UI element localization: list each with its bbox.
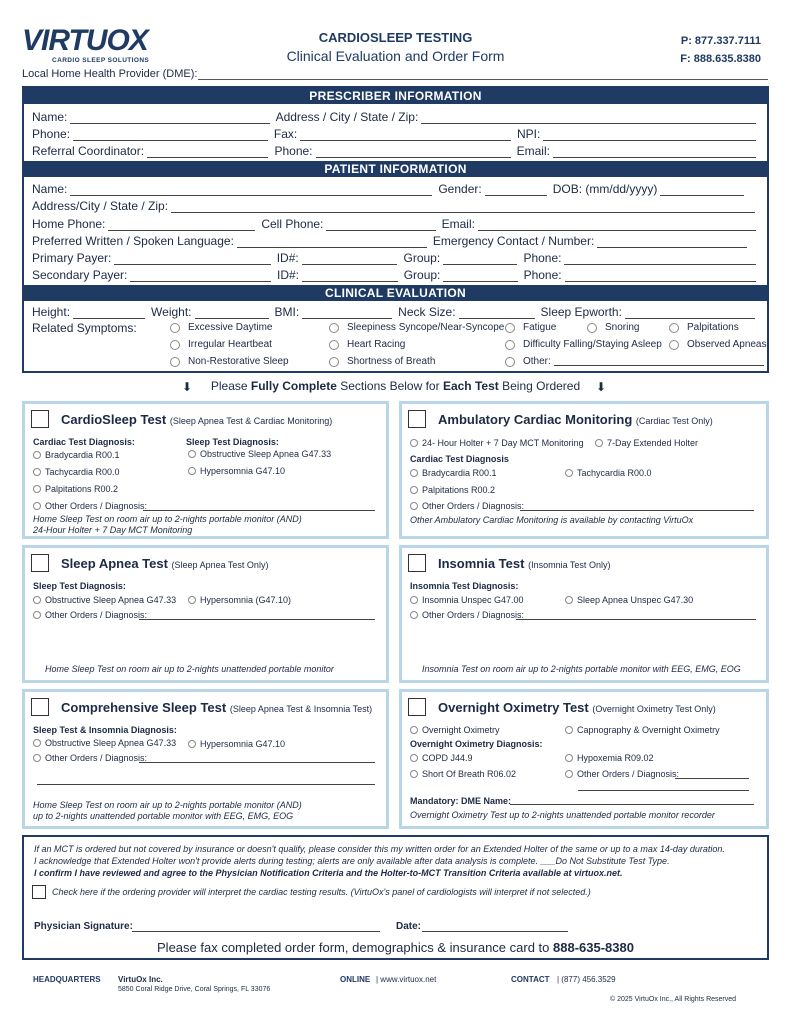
gender-field[interactable] xyxy=(485,186,547,196)
language-field[interactable] xyxy=(237,238,427,248)
sa-note: Home Sleep Test on room air up to 2-nights unattended portable monitor xyxy=(45,664,334,674)
cardiac-diagnosis-label: Cardiac Test Diagnosis: xyxy=(33,437,135,447)
comprehensive-title: Comprehensive Sleep Test (Sleep Apnea Test & Insomnia Test) xyxy=(61,700,373,715)
form-title: CARDIOSLEEP TESTING xyxy=(318,30,473,45)
sleepapnea-card xyxy=(22,545,389,683)
insomnia-card xyxy=(399,545,769,683)
prescriber-phone-field[interactable] xyxy=(73,131,268,141)
radio-icon[interactable] xyxy=(170,340,180,350)
symptom-option[interactable]: Non-Restorative Sleep xyxy=(170,356,289,367)
prescriber-row-3 xyxy=(32,142,762,158)
height-label: Height: xyxy=(32,305,71,319)
footer-phone: | (877) 456.3529 xyxy=(557,975,616,984)
cs-palp-option[interactable]: Palpitations R00.2 xyxy=(33,484,118,494)
primary-payer-label: Primary Payer: xyxy=(32,251,112,265)
cs-hyper-option[interactable]: Hypersomnia G47.10 xyxy=(188,466,285,476)
radio-icon[interactable] xyxy=(565,770,573,778)
logo-word: VIRTUOX xyxy=(22,24,148,57)
comp-osa-option[interactable]: Obstructive Sleep Apnea G47.33 xyxy=(33,738,176,748)
amb-other-field[interactable] xyxy=(520,510,754,511)
ox-hypox-option[interactable]: Hypoxemia R09.02 xyxy=(565,753,654,763)
radio-icon[interactable] xyxy=(33,468,41,476)
radio-icon[interactable] xyxy=(329,323,339,333)
secondary-id-label: ID#: xyxy=(276,268,299,282)
emergency-field[interactable] xyxy=(597,238,747,248)
interpret-checkbox[interactable] xyxy=(32,885,46,899)
fax-instruction: Please fax completed order form, demographics & insurance card to 888-635-8380 xyxy=(157,940,634,955)
radio-icon[interactable] xyxy=(505,340,515,350)
date-label: Date: xyxy=(396,921,422,932)
radio-icon[interactable] xyxy=(170,357,180,367)
cell-phone-field[interactable] xyxy=(326,221,435,231)
dob-label: DOB: (mm/dd/yyyy) xyxy=(552,182,658,196)
ox-sob-option[interactable]: Short Of Breath R06.02 xyxy=(410,769,516,779)
referral-field[interactable] xyxy=(147,148,268,158)
cs-osa-option[interactable]: Obstructive Sleep Apnea G47.33 xyxy=(188,449,331,459)
symptom-other-field[interactable] xyxy=(554,357,764,366)
radio-icon[interactable] xyxy=(669,323,679,333)
comp-diagnosis-label: Sleep Test & Insomnia Diagnosis: xyxy=(33,725,177,735)
ox-other-field[interactable] xyxy=(675,778,749,779)
amb-other-option[interactable]: Other Orders / Diagnosis: xyxy=(410,501,524,511)
patient-row-2 xyxy=(32,197,762,213)
amb-note: Other Ambulatory Cardiac Monitoring is available by contacting VirtuOx xyxy=(410,515,694,525)
symptom-option[interactable]: Irregular Heartbeat xyxy=(170,339,272,350)
amb-holter24-option[interactable]: 24- Hour Holter + 7 Day MCT Monitoring xyxy=(410,438,584,448)
radio-icon[interactable] xyxy=(565,469,573,477)
ox-note: Overnight Oximetry Test up to 2-nights unattended portable monitor recorder xyxy=(410,810,715,820)
radio-icon[interactable] xyxy=(565,596,573,604)
prescriber-name-label: Name: xyxy=(32,110,68,124)
radio-icon[interactable] xyxy=(33,596,41,604)
patient-email-field[interactable] xyxy=(478,221,756,231)
footer-address: 5850 Coral Ridge Drive, Coral Springs, FL 33076 xyxy=(118,986,271,993)
dme-label: Local Home Health Provider (DME): xyxy=(22,68,198,80)
radio-icon[interactable] xyxy=(565,726,573,734)
cell-phone-label: Cell Phone: xyxy=(261,217,324,231)
radio-icon[interactable] xyxy=(505,323,515,333)
epworth-label: Sleep Epworth: xyxy=(540,305,622,319)
secondary-group-label: Group: xyxy=(403,268,441,282)
ox-copd-option[interactable]: COPD J44.9 xyxy=(410,753,473,763)
patient-address-label: Address/City / State / Zip: xyxy=(32,199,169,213)
primary-phone-field[interactable] xyxy=(564,255,756,265)
referral-label: Referral Coordinator: xyxy=(32,144,145,158)
comp-note: Home Sleep Test on room air up to 2-nights portable monitor (AND) up to 2-nights unattended portable monitor with EEG, EMG, EOG xyxy=(33,800,302,821)
radio-icon[interactable] xyxy=(410,726,418,734)
radio-icon[interactable] xyxy=(595,439,603,447)
radio-icon[interactable] xyxy=(410,770,418,778)
comprehensive-card xyxy=(22,689,389,829)
down-arrow-icon: ⬇ xyxy=(596,380,607,394)
fax-number: F: 888.635.8380 xyxy=(680,53,761,65)
ins-diagnosis-label: Insomnia Test Diagnosis: xyxy=(410,581,519,591)
ox-capnography-option[interactable]: Capnography & Overnight Oximetry xyxy=(565,725,720,735)
holter-disclaimer: I acknowledge that Extended Holter won't provide alerts during testing; alerts are only available after data analysis is complete. ___Do Not Substitute Test Type. xyxy=(34,856,670,866)
weight-field[interactable] xyxy=(195,309,269,319)
cs-other-field[interactable] xyxy=(143,510,375,511)
patient-row-5 xyxy=(32,249,762,265)
patient-row-4 xyxy=(32,232,762,248)
home-phone-field[interactable] xyxy=(108,221,255,231)
secondary-payer-field[interactable] xyxy=(130,272,271,282)
comprehensive-checkbox[interactable] xyxy=(31,698,49,716)
neck-label: Neck Size: xyxy=(398,305,456,319)
language-label: Preferred Written / Spoken Language: xyxy=(32,234,234,248)
insomnia-checkbox[interactable] xyxy=(408,554,426,572)
logo-sub: CARDIO SLEEP SOLUTIONS xyxy=(52,57,150,64)
symptom-option[interactable]: Sleepiness Syncope/Near-Syncope xyxy=(329,322,504,333)
phone-number: P: 877.337.7111 xyxy=(680,35,761,47)
patient-name-label: Name: xyxy=(32,182,68,196)
footer-online-label: ONLINE xyxy=(340,975,371,984)
comp-hyper-option[interactable]: Hypersomnia G47.10 xyxy=(188,739,285,749)
primary-phone-label: Phone: xyxy=(523,251,562,265)
symptom-option[interactable]: Shortness of Breath xyxy=(329,356,435,367)
prescriber-row-2 xyxy=(32,125,762,141)
height-field[interactable] xyxy=(73,309,145,319)
patient-address-field[interactable] xyxy=(171,203,755,213)
insomnia-title: Insomnia Test (Insomnia Test Only) xyxy=(438,556,611,571)
amb-cardiac-label: Cardiac Test Diagnosis xyxy=(410,454,509,464)
footer-hq-label: HEADQUARTERS xyxy=(33,975,101,984)
radio-icon[interactable] xyxy=(410,596,418,604)
contact-numbers xyxy=(680,32,761,68)
signature-label: Physician Signature: xyxy=(34,921,133,932)
patient-email-label: Email: xyxy=(441,217,475,231)
radio-icon[interactable] xyxy=(410,754,418,762)
prescriber-bar: PRESCRIBER INFORMATION xyxy=(24,88,767,104)
clinical-row-1 xyxy=(32,303,762,319)
symptom-option[interactable]: Snoring xyxy=(587,322,639,333)
symptom-option[interactable]: Fatigue xyxy=(505,322,556,333)
mct-disclaimer: If an MCT is ordered but not covered by insurance or doesn't qualify, please consider this my written order for an Extended Holter of the same or up to a max 14-day duration. xyxy=(34,844,725,854)
ins-note: Insomnia Test on room air up to 2-nights portable monitor with EEG, EMG, EOG xyxy=(422,664,741,674)
cs-other-option[interactable]: Other Orders / Diagnosis: xyxy=(33,501,147,511)
ox-dme-label: Mandatory: DME Name: xyxy=(410,796,512,806)
sa-other-option[interactable]: Other Orders / Diagnosis: xyxy=(33,610,147,620)
radio-icon[interactable] xyxy=(33,485,41,493)
footer-company: VirtuOx Inc. xyxy=(118,975,163,984)
symptom-option[interactable]: Excessive Daytime xyxy=(170,322,272,333)
interpret-text: Check here if the ordering provider will interpret the cardiac testing results. (VirtuOx's panel of cardiologists will interpret if not selected.) xyxy=(52,887,591,897)
cardiosleep-checkbox[interactable] xyxy=(31,410,49,428)
symptom-option[interactable]: Difficulty Falling/Staying Asleep xyxy=(505,339,662,350)
radio-icon[interactable] xyxy=(33,754,41,762)
prescriber-phone-label: Phone: xyxy=(32,127,71,141)
footer-website[interactable]: | www.virtuox.net xyxy=(376,975,437,984)
ins-other-option[interactable]: Other Orders / Diagnosis: xyxy=(410,610,524,620)
radio-icon[interactable] xyxy=(329,340,339,350)
secondary-phone-label: Phone: xyxy=(523,268,562,282)
radio-icon[interactable] xyxy=(170,323,180,333)
neck-field[interactable] xyxy=(459,309,535,319)
patient-row-6 xyxy=(32,266,762,282)
symptom-option[interactable]: Palpitations xyxy=(669,322,739,333)
bmi-field[interactable] xyxy=(302,309,392,319)
radio-icon[interactable] xyxy=(410,611,418,619)
radio-icon[interactable] xyxy=(410,502,418,510)
radio-icon[interactable] xyxy=(33,502,41,510)
footer-contact-label: CONTACT xyxy=(511,975,550,984)
patient-name-field[interactable] xyxy=(70,186,432,196)
amb-palp-option[interactable]: Palpitations R00.2 xyxy=(410,485,495,495)
signature-field[interactable] xyxy=(132,931,380,932)
oximetry-checkbox[interactable] xyxy=(408,698,426,716)
criteria-disclaimer: I confirm I have reviewed and agree to the Physician Notification Criteria and the Holter-to-MCT Transition Criteria available at virtuox.net. xyxy=(34,868,623,878)
instruction-text: Please Fully Complete Sections Below for Each Test Being Ordered xyxy=(210,379,581,393)
prescriber-fax-field[interactable] xyxy=(300,131,511,141)
gender-label: Gender: xyxy=(438,182,482,196)
weight-label: Weight: xyxy=(151,305,192,319)
oximetry-title: Overnight Oximetry Test (Overnight Oximetry Test Only) xyxy=(438,700,716,715)
form-subtitle: Clinical Evaluation and Order Form xyxy=(286,48,505,64)
referral-phone-field[interactable] xyxy=(316,148,511,158)
referral-email-label: Email: xyxy=(516,144,550,158)
secondary-phone-field[interactable] xyxy=(565,272,756,282)
dme-field[interactable] xyxy=(198,79,768,80)
radio-icon[interactable] xyxy=(33,611,41,619)
ins-other-field[interactable] xyxy=(516,619,756,620)
referral-email-field[interactable] xyxy=(553,148,756,158)
sleepapnea-checkbox[interactable] xyxy=(31,554,49,572)
ox-dme-field[interactable] xyxy=(510,804,754,805)
down-arrow-icon: ⬇ xyxy=(182,380,193,394)
date-field[interactable] xyxy=(422,931,568,932)
sa-hyper-option[interactable]: Hypersomnia (G47.10) xyxy=(188,595,291,605)
radio-icon[interactable] xyxy=(505,357,515,367)
radio-icon[interactable] xyxy=(33,739,41,747)
prescriber-npi-label: NPI: xyxy=(516,127,541,141)
referral-phone-label: Phone: xyxy=(274,144,313,158)
primary-group-label: Group: xyxy=(403,251,441,265)
primary-id-field[interactable] xyxy=(302,255,398,265)
amb-brady-option[interactable]: Bradycardia R00.1 xyxy=(410,468,497,478)
symptom-option[interactable]: Observed Apneas xyxy=(669,339,767,350)
radio-icon[interactable] xyxy=(188,596,196,604)
prescriber-fax-label: Fax: xyxy=(273,127,298,141)
primary-payer-field[interactable] xyxy=(114,255,270,265)
comp-other-field-2[interactable] xyxy=(37,784,375,785)
radio-icon[interactable] xyxy=(188,740,196,748)
ox-other-option[interactable]: Other Orders / Diagnosis: xyxy=(565,769,679,779)
emergency-label: Emergency Contact / Number: xyxy=(432,234,595,248)
radio-icon[interactable] xyxy=(410,486,418,494)
prescriber-row-1 xyxy=(32,108,762,124)
bmi-label: BMI: xyxy=(274,305,300,319)
oximetry-card xyxy=(399,689,769,829)
secondary-id-field[interactable] xyxy=(302,272,398,282)
radio-icon[interactable] xyxy=(410,439,418,447)
comp-other-field[interactable] xyxy=(139,762,375,763)
ox-other-field-2[interactable] xyxy=(578,790,749,791)
radio-icon[interactable] xyxy=(188,450,196,458)
sa-osa-option[interactable]: Obstructive Sleep Apnea G47.33 xyxy=(33,595,176,605)
ins-unspec-option[interactable]: Insomnia Unspec G47.00 xyxy=(410,595,524,605)
radio-icon[interactable] xyxy=(33,451,41,459)
ambulatory-card xyxy=(399,401,769,539)
ambulatory-title: Ambulatory Cardiac Monitoring (Cardiac Test Only) xyxy=(438,412,713,427)
prescriber-npi-field[interactable] xyxy=(543,131,756,141)
attestation-box xyxy=(22,835,769,960)
comp-other-option[interactable]: Other Orders / Diagnosis: xyxy=(33,753,147,763)
dob-field[interactable] xyxy=(660,186,744,196)
cs-tachy-option[interactable]: Tachycardia R00.0 xyxy=(33,467,120,477)
ox-diagnosis-label: Overnight Oximetry Diagnosis: xyxy=(410,739,543,749)
prescriber-address-field[interactable] xyxy=(421,114,756,124)
cardiosleep-title: CardioSleep Test (Sleep Apnea Test & Cardiac Monitoring) xyxy=(61,412,333,427)
cs-note: Home Sleep Test on room air up to 2-nights portable monitor (AND) 24-Hour Holter + 7 Day MCT Monitoring xyxy=(33,514,302,535)
cardiosleep-card xyxy=(22,401,389,539)
amb-holter7-option[interactable]: 7-Day Extended Holter xyxy=(595,438,698,448)
radio-icon[interactable] xyxy=(565,754,573,762)
secondary-group-field[interactable] xyxy=(443,272,517,282)
home-phone-label: Home Phone: xyxy=(32,217,106,231)
symptom-option[interactable]: Heart Racing xyxy=(329,339,405,350)
clinical-bar: CLINICAL EVALUATION xyxy=(24,285,767,301)
radio-icon[interactable] xyxy=(188,467,196,475)
amb-tachy-option[interactable]: Tachycardia R00.0 xyxy=(565,468,652,478)
symptom-option[interactable]: Other: xyxy=(505,356,770,367)
ins-sa-option[interactable]: Sleep Apnea Unspec G47.30 xyxy=(565,595,693,605)
radio-icon[interactable] xyxy=(410,469,418,477)
ox-overnight-option[interactable]: Overnight Oximetry xyxy=(410,725,500,735)
sa-other-field[interactable] xyxy=(139,619,375,620)
epworth-field[interactable] xyxy=(625,309,755,319)
symptoms-label: Related Symptoms: xyxy=(32,321,137,335)
prescriber-name-field[interactable] xyxy=(70,114,269,124)
prescriber-address-label: Address / City / State / Zip: xyxy=(275,110,419,124)
sleepapnea-title: Sleep Apnea Test (Sleep Apnea Test Only) xyxy=(61,556,269,571)
sleep-diagnosis-label: Sleep Test Diagnosis: xyxy=(186,437,279,447)
patient-bar: PATIENT INFORMATION xyxy=(24,161,767,177)
cs-brady-option[interactable]: Bradycardia R00.1 xyxy=(33,450,120,460)
ambulatory-checkbox[interactable] xyxy=(408,410,426,428)
footer-copyright: © 2025 VirtuOx Inc., All Rights Reserved xyxy=(610,996,737,1003)
info-box xyxy=(22,86,769,373)
radio-icon[interactable] xyxy=(329,357,339,367)
sa-diagnosis-label: Sleep Test Diagnosis: xyxy=(33,581,126,591)
patient-row-3 xyxy=(32,215,762,231)
patient-row-1 xyxy=(32,180,762,196)
secondary-payer-label: Secondary Payer: xyxy=(32,268,128,282)
radio-icon[interactable] xyxy=(587,323,597,333)
primary-id-label: ID#: xyxy=(276,251,299,265)
primary-group-field[interactable] xyxy=(443,255,517,265)
radio-icon[interactable] xyxy=(669,340,679,350)
